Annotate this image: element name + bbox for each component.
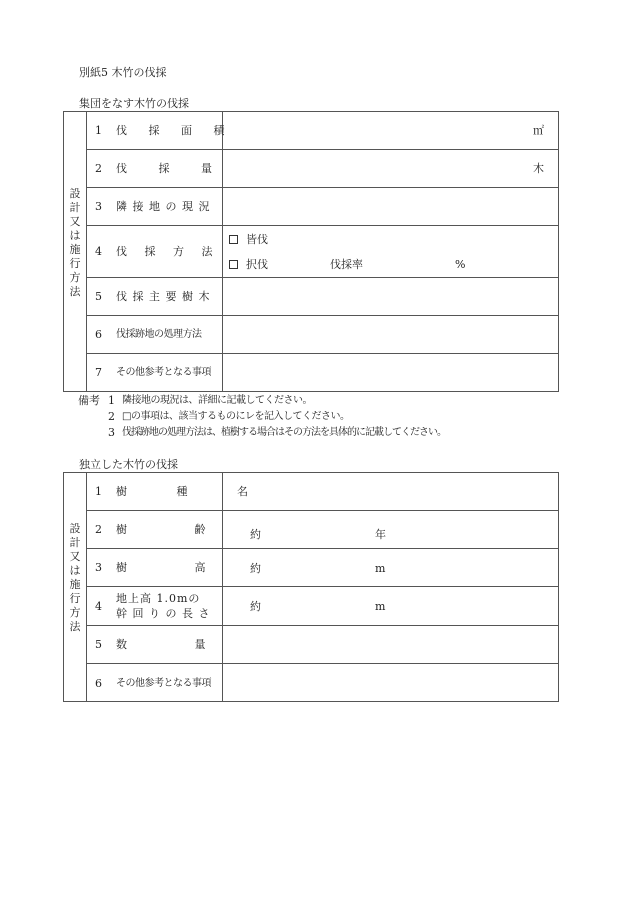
age-unit: 年 [375, 528, 386, 541]
single-row-number: 5 [95, 638, 102, 651]
label-main-trees: 伐 採 主 要 樹 木 [116, 290, 211, 303]
group-row-number: 5 [95, 290, 102, 303]
option-clear-cut[interactable]: 皆伐 [229, 233, 268, 246]
group-row-number: 3 [95, 200, 102, 213]
note-text: □の事項は、該当するものにレを記入してください。 [122, 411, 350, 422]
label-other-matters: その他参考となる事項 [116, 367, 211, 378]
single-row-number: 2 [95, 523, 102, 536]
note-text: 伐採跡地の処理方法は、植樹する場合はその方法を具体的に記載してください。 [122, 427, 446, 438]
label-felling-area: 伐 採 面 積 [116, 124, 234, 137]
group-row-number: 1 [95, 124, 102, 137]
note-text: 隣接地の現況は、詳細に記載してください。 [122, 395, 312, 406]
unit-tree: 木 [533, 162, 544, 175]
single-table [63, 472, 559, 702]
label-height: 樹 高 [116, 561, 238, 574]
height-prefix: 約 [250, 562, 261, 575]
document-title: 別紙5 木竹の伐採 [79, 66, 167, 79]
group-row-number: 6 [95, 328, 102, 341]
label-girth-line1: 地上高 1.0mの [116, 592, 201, 605]
note-number: 2 [108, 410, 115, 423]
girth-unit: m [375, 600, 386, 613]
single-row-number: 6 [95, 677, 102, 690]
girth-prefix: 約 [250, 600, 261, 613]
checkbox-clear-cut[interactable] [229, 235, 238, 244]
note-number: 1 [108, 394, 115, 407]
checkbox-selective-cut[interactable] [229, 260, 238, 269]
felling-rate-unit: % [455, 258, 466, 271]
height-unit: m [375, 562, 386, 575]
group-section-title: 集団をなす木竹の伐採 [79, 97, 189, 110]
group-side-label: 設計又は施行方法 [69, 187, 81, 298]
label-quantity: 数 量 [116, 638, 238, 651]
label-felling-volume: 伐 採 量 [116, 162, 226, 175]
label-adjacent-status: 隣 接 地 の 現 況 [116, 200, 211, 213]
single-row-number: 1 [95, 485, 102, 498]
group-row-number: 2 [95, 162, 102, 175]
label-site-treatment: 伐採跡地の処理方法 [116, 329, 202, 340]
unit-square-meter: ㎡ [533, 124, 544, 137]
felling-rate-label: 伐採率 [330, 258, 363, 271]
label-felling-method: 伐 採 方 法 [116, 245, 220, 258]
group-row-number: 4 [95, 245, 102, 258]
note-number: 3 [108, 426, 115, 439]
label-age: 樹 齢 [116, 523, 238, 536]
group-row-number: 7 [95, 366, 102, 379]
label-species: 樹 種 名 [116, 485, 271, 498]
notes-heading: 備考 [78, 394, 100, 407]
single-section-title: 独立した木竹の伐採 [79, 458, 178, 471]
single-row-number: 4 [95, 600, 102, 613]
age-prefix: 約 [250, 528, 261, 541]
label-other-matters: その他参考となる事項 [116, 678, 211, 689]
single-row-number: 3 [95, 561, 102, 574]
option-selective-cut[interactable]: 択伐 [229, 258, 268, 271]
single-side-label: 設計又は施行方法 [69, 522, 81, 633]
label-girth-line2: 幹 回 り の 長 さ [116, 607, 211, 620]
